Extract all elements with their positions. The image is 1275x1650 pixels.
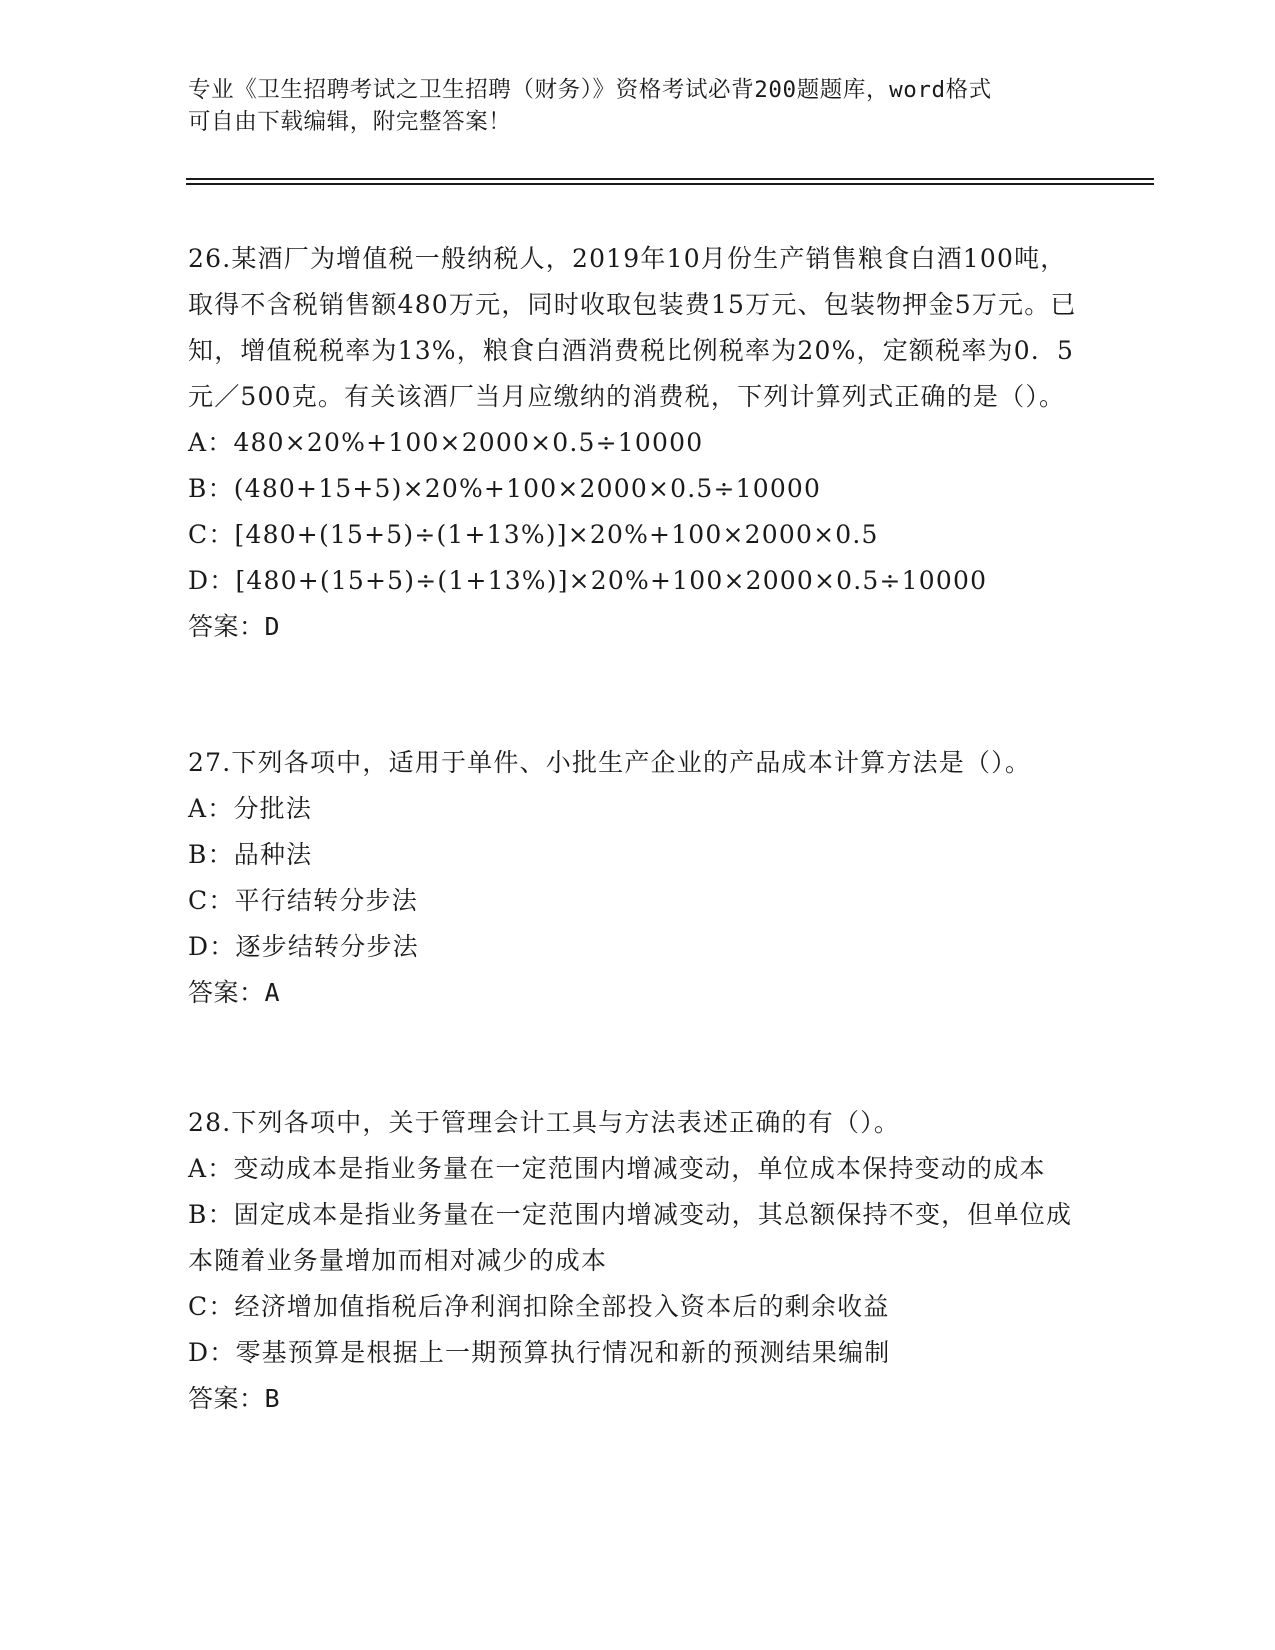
option-d: D：逐步结转分步法 [188,932,419,961]
header-divider-top [186,178,1154,180]
option-c: C：平行结转分步法 [188,886,418,915]
option-b: B：品种法 [188,840,313,869]
question-26 [188,236,1078,650]
answer-text: 答案：B [188,1384,281,1413]
option-c: C：经济增加值指税后净利润扣除全部投入资本后的剩余收益 [188,1292,890,1321]
answer-text: 答案：A [188,978,281,1007]
option-b: B：固定成本是指业务量在一定范围内增减变动，其总额保持不变，但单位成本随着业务量增加而相对减少的成本 [188,1200,1073,1275]
question-stem: 27.下列各项中，适用于单件、小批生产企业的产品成本计算方法是（）。 [188,748,1032,777]
option-d: D：零基预算是根据上一期预算执行情况和新的预测结果编制 [188,1338,891,1367]
header-line-1: 专业《卫生招聘考试之卫生招聘（财务）》资格考试必背200题题库，word格式 [188,77,992,103]
question-stem: 28.下列各项中，关于管理会计工具与方法表述正确的有（）。 [188,1108,901,1137]
option-a: A：分批法 [188,794,313,823]
option-d: D：[480+(15+5)÷(1+13%)]×20%+100×2000×0.5÷10000 [188,566,988,595]
document-header [188,74,1068,138]
option-c: C：[480+(15+5)÷(1+13%)]×20%+100×2000×0.5 [188,520,879,549]
option-b: B：(480+15+5)×20%+100×2000×0.5÷10000 [188,474,822,503]
header-line-2: 可自由下载编辑，附完整答案！ [188,109,512,135]
question-27 [188,740,1078,1016]
option-a: A：480×20%+100×2000×0.5÷10000 [188,428,704,457]
header-divider-bottom [186,183,1154,185]
question-stem: 26.某酒厂为增值税一般纳税人，2019年10月份生产销售粮食白酒100吨，取得不含税销售额480万元，同时收取包装费15万元、包装物押金5万元。已知，增值税税率为13%，粮食白酒消费税比例税率为20%，定额税率为0．5元／500克。有关该酒厂当月应缴纳的消费税，下列计算列式正确的是（）。 [188,244,1077,411]
question-28 [188,1100,1078,1422]
option-a: A：变动成本是指业务量在一定范围内增减变动，单位成本保持变动的成本 [188,1154,1046,1183]
answer-text: 答案：D [188,612,281,641]
